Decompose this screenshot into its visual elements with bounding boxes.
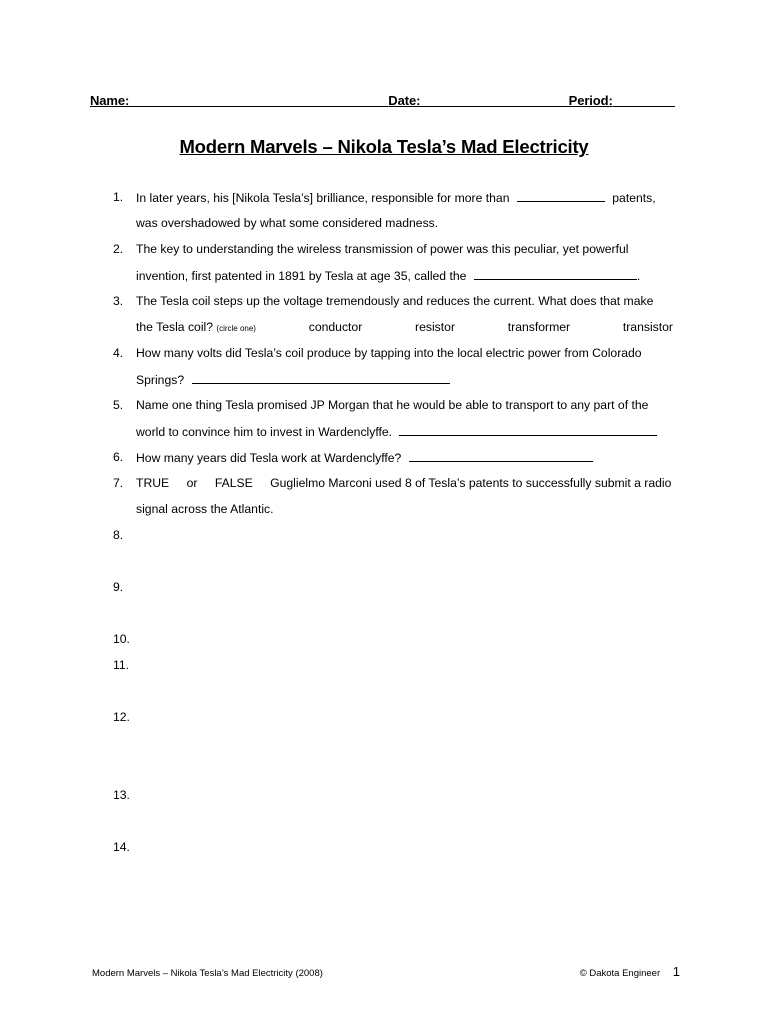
page-number: 1 <box>672 964 680 979</box>
date-label: Date: <box>388 93 421 108</box>
question-number: 1. <box>113 190 124 204</box>
question-text: patents, <box>612 191 656 205</box>
name-label: Name: <box>90 93 130 108</box>
question-text: The Tesla coil steps up the voltage tremendously and reduces the current. What does that make <box>136 294 654 308</box>
option-true[interactable]: TRUE <box>136 476 170 490</box>
question-number: 11. <box>113 658 130 672</box>
question-text: . <box>636 269 641 283</box>
question-text: How many years did Tesla work at Wardenclyffe? <box>136 451 402 465</box>
question-number: 4. <box>113 346 124 360</box>
question-number: 3. <box>113 294 124 308</box>
question-number: 6. <box>113 450 124 464</box>
name-blank <box>129 94 388 107</box>
question-number: 10. <box>113 632 130 646</box>
answer-blank <box>517 190 605 202</box>
period-blank <box>613 94 675 107</box>
option-conductor[interactable]: conductor <box>308 320 363 334</box>
question-text: was overshadowed by what some considered madness. <box>136 216 439 230</box>
footer-copyright: © Dakota Engineer <box>579 968 661 979</box>
option-transistor[interactable]: transistor <box>622 320 673 334</box>
answer-blank <box>192 372 450 384</box>
question-number: 2. <box>113 242 124 256</box>
question-number: 7. <box>113 476 124 490</box>
question-text: invention, first patented in 1891 by Tesla at age 35, called the <box>136 269 467 283</box>
option-false[interactable]: FALSE <box>214 476 253 490</box>
answer-blank <box>399 424 657 436</box>
question-text: Guglielmo Marconi used 8 of Tesla’s patents to successfully submit a radio <box>270 476 672 490</box>
footer-title: Modern Marvels – Nikola Tesla’s Mad Electricity (2008) <box>92 968 323 979</box>
student-info-header <box>90 93 675 108</box>
answer-blank <box>474 268 637 280</box>
question-text: world to convince him to invest in Wardenclyffe. <box>136 425 393 439</box>
question-number: 9. <box>113 580 124 594</box>
or-word: or <box>186 476 198 490</box>
question-number: 12. <box>113 710 130 724</box>
answer-blank <box>409 450 593 462</box>
question-text: signal across the Atlantic. <box>136 502 274 516</box>
question-text: Name one thing Tesla promised JP Morgan that he would be able to transport to any part of the <box>136 398 649 412</box>
question-text: Springs? <box>136 373 185 387</box>
question-number: 14. <box>113 840 130 854</box>
circle-one-hint: (circle one) <box>216 324 256 333</box>
period-label: Period: <box>568 93 613 108</box>
option-transformer[interactable]: transformer <box>507 320 571 334</box>
date-blank <box>420 94 568 107</box>
page-footer <box>92 964 680 979</box>
question-text: The key to understanding the wireless transmission of power was this peculiar, yet powerful <box>136 242 629 256</box>
question-text: How many volts did Tesla’s coil produce by tapping into the local electric power from Colorado <box>136 346 642 360</box>
question-text: the Tesla coil? <box>136 320 214 334</box>
question-number: 8. <box>113 528 124 542</box>
question-number: 13. <box>113 788 130 802</box>
question-number: 5. <box>113 398 124 412</box>
question-text: In later years, his [Nikola Tesla’s] brilliance, responsible for more than <box>136 191 510 205</box>
option-resistor[interactable]: resistor <box>415 320 456 334</box>
worksheet-title: Modern Marvels – Nikola Tesla’s Mad Electricity <box>179 136 589 157</box>
